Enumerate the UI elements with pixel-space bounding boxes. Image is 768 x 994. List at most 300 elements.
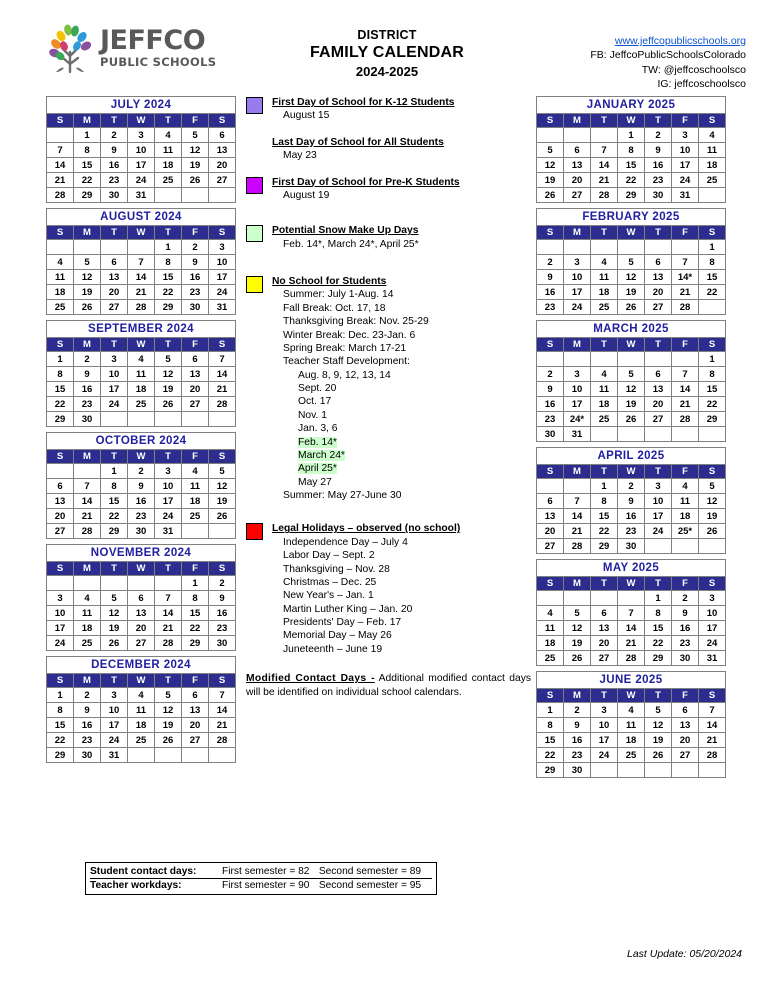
day-cell[interactable]: 14* xyxy=(672,270,699,285)
day-cell[interactable]: 4 xyxy=(47,255,74,270)
day-cell[interactable]: 21 xyxy=(209,382,236,397)
day-cell[interactable]: 19 xyxy=(564,636,591,651)
day-cell[interactable]: 5 xyxy=(101,591,128,606)
day-cell[interactable]: 18 xyxy=(699,158,726,173)
day-cell[interactable]: 24* xyxy=(564,412,591,427)
day-cell[interactable]: 24 xyxy=(591,748,618,763)
day-cell[interactable]: 21 xyxy=(672,285,699,300)
day-cell[interactable]: 24 xyxy=(209,285,236,300)
day-cell[interactable]: 28 xyxy=(47,188,74,203)
day-cell[interactable]: 6 xyxy=(101,255,128,270)
day-cell[interactable]: 23 xyxy=(101,173,128,188)
day-cell[interactable]: 15 xyxy=(47,382,74,397)
day-cell[interactable]: 4 xyxy=(155,128,182,143)
day-cell[interactable]: 5 xyxy=(618,367,645,382)
day-cell[interactable]: 6 xyxy=(645,255,672,270)
day-cell[interactable]: 21 xyxy=(699,733,726,748)
day-cell[interactable]: 1 xyxy=(47,352,74,367)
day-cell[interactable]: 8 xyxy=(47,703,74,718)
day-cell[interactable]: 3 xyxy=(591,703,618,718)
day-cell[interactable]: 18 xyxy=(74,621,101,636)
day-cell[interactable]: 21 xyxy=(618,636,645,651)
day-cell[interactable]: 29 xyxy=(182,636,209,651)
day-cell[interactable]: 29 xyxy=(47,748,74,763)
day-cell[interactable]: 9 xyxy=(182,255,209,270)
day-cell[interactable]: 19 xyxy=(74,285,101,300)
day-cell[interactable]: 19 xyxy=(155,718,182,733)
day-cell[interactable]: 26 xyxy=(209,509,236,524)
day-cell[interactable]: 3 xyxy=(564,255,591,270)
day-cell[interactable]: 18 xyxy=(618,733,645,748)
day-cell[interactable]: 19 xyxy=(645,733,672,748)
day-cell[interactable]: 30 xyxy=(101,188,128,203)
day-cell[interactable]: 13 xyxy=(182,367,209,382)
day-cell[interactable]: 30 xyxy=(645,188,672,203)
day-cell[interactable]: 10 xyxy=(155,479,182,494)
day-cell[interactable]: 5 xyxy=(564,606,591,621)
day-cell[interactable]: 25 xyxy=(591,300,618,315)
day-cell[interactable]: 2 xyxy=(74,352,101,367)
day-cell[interactable]: 4 xyxy=(128,352,155,367)
day-cell[interactable]: 2 xyxy=(537,367,564,382)
day-cell[interactable]: 26 xyxy=(564,651,591,666)
day-cell[interactable]: 10 xyxy=(645,494,672,509)
day-cell[interactable]: 2 xyxy=(74,688,101,703)
day-cell[interactable]: 2 xyxy=(128,464,155,479)
day-cell[interactable]: 7 xyxy=(209,688,236,703)
day-cell[interactable]: 10 xyxy=(101,703,128,718)
day-cell[interactable]: 1 xyxy=(618,128,645,143)
day-cell[interactable]: 15 xyxy=(47,718,74,733)
day-cell[interactable]: 23 xyxy=(564,748,591,763)
day-cell[interactable]: 12 xyxy=(618,270,645,285)
day-cell[interactable]: 8 xyxy=(645,606,672,621)
day-cell[interactable]: 21 xyxy=(128,285,155,300)
day-cell[interactable]: 2 xyxy=(209,576,236,591)
day-cell[interactable]: 1 xyxy=(645,591,672,606)
day-cell[interactable]: 25 xyxy=(128,733,155,748)
day-cell[interactable]: 28 xyxy=(128,300,155,315)
day-cell[interactable]: 19 xyxy=(537,173,564,188)
day-cell[interactable]: 16 xyxy=(182,270,209,285)
day-cell[interactable]: 10 xyxy=(591,718,618,733)
day-cell[interactable]: 7 xyxy=(591,143,618,158)
day-cell[interactable]: 7 xyxy=(47,143,74,158)
day-cell[interactable]: 2 xyxy=(618,479,645,494)
day-cell[interactable]: 16 xyxy=(74,382,101,397)
day-cell[interactable]: 5 xyxy=(645,703,672,718)
day-cell[interactable]: 13 xyxy=(47,494,74,509)
day-cell[interactable]: 6 xyxy=(182,688,209,703)
day-cell[interactable]: 29 xyxy=(101,524,128,539)
day-cell[interactable]: 4 xyxy=(537,606,564,621)
day-cell[interactable]: 25 xyxy=(537,651,564,666)
day-cell[interactable]: 10 xyxy=(564,270,591,285)
day-cell[interactable]: 23 xyxy=(537,412,564,427)
day-cell[interactable]: 29 xyxy=(591,539,618,554)
day-cell[interactable]: 20 xyxy=(209,158,236,173)
day-cell[interactable]: 2 xyxy=(182,240,209,255)
day-cell[interactable]: 30 xyxy=(74,748,101,763)
day-cell[interactable]: 17 xyxy=(699,621,726,636)
day-cell[interactable]: 30 xyxy=(182,300,209,315)
day-cell[interactable]: 18 xyxy=(128,718,155,733)
day-cell[interactable]: 30 xyxy=(74,412,101,427)
day-cell[interactable]: 10 xyxy=(564,382,591,397)
day-cell[interactable]: 15 xyxy=(645,621,672,636)
day-cell[interactable]: 5 xyxy=(155,352,182,367)
day-cell[interactable]: 19 xyxy=(155,382,182,397)
day-cell[interactable]: 15 xyxy=(591,509,618,524)
day-cell[interactable]: 4 xyxy=(618,703,645,718)
day-cell[interactable]: 20 xyxy=(182,718,209,733)
day-cell[interactable]: 17 xyxy=(564,285,591,300)
day-cell[interactable]: 11 xyxy=(128,703,155,718)
day-cell[interactable]: 7 xyxy=(155,591,182,606)
day-cell[interactable]: 16 xyxy=(209,606,236,621)
day-cell[interactable]: 24 xyxy=(47,636,74,651)
day-cell[interactable]: 10 xyxy=(101,367,128,382)
day-cell[interactable]: 26 xyxy=(101,636,128,651)
day-cell[interactable]: 3 xyxy=(47,591,74,606)
day-cell[interactable]: 28 xyxy=(209,397,236,412)
day-cell[interactable]: 6 xyxy=(47,479,74,494)
day-cell[interactable]: 9 xyxy=(618,494,645,509)
day-cell[interactable]: 7 xyxy=(74,479,101,494)
day-cell[interactable]: 16 xyxy=(645,158,672,173)
day-cell[interactable]: 29 xyxy=(645,651,672,666)
day-cell[interactable]: 3 xyxy=(564,367,591,382)
day-cell[interactable]: 22 xyxy=(618,173,645,188)
day-cell[interactable]: 10 xyxy=(699,606,726,621)
day-cell[interactable]: 1 xyxy=(591,479,618,494)
day-cell[interactable]: 9 xyxy=(128,479,155,494)
day-cell[interactable]: 25 xyxy=(699,173,726,188)
day-cell[interactable]: 14 xyxy=(209,703,236,718)
day-cell[interactable]: 27 xyxy=(672,748,699,763)
day-cell[interactable]: 1 xyxy=(74,128,101,143)
day-cell[interactable]: 28 xyxy=(564,539,591,554)
day-cell[interactable]: 26 xyxy=(182,173,209,188)
day-cell[interactable]: 23 xyxy=(128,509,155,524)
day-cell[interactable]: 14 xyxy=(618,621,645,636)
day-cell[interactable]: 26 xyxy=(618,412,645,427)
day-cell[interactable]: 31 xyxy=(564,427,591,442)
day-cell[interactable]: 29 xyxy=(537,763,564,778)
day-cell[interactable]: 31 xyxy=(209,300,236,315)
day-cell[interactable]: 3 xyxy=(101,352,128,367)
day-cell[interactable]: 3 xyxy=(101,688,128,703)
day-cell[interactable]: 6 xyxy=(564,143,591,158)
day-cell[interactable]: 7 xyxy=(128,255,155,270)
day-cell[interactable]: 15 xyxy=(699,382,726,397)
day-cell[interactable]: 17 xyxy=(101,718,128,733)
day-cell[interactable]: 11 xyxy=(47,270,74,285)
day-cell[interactable]: 30 xyxy=(209,636,236,651)
day-cell[interactable]: 30 xyxy=(564,763,591,778)
day-cell[interactable]: 5 xyxy=(537,143,564,158)
day-cell[interactable]: 8 xyxy=(74,143,101,158)
day-cell[interactable]: 18 xyxy=(537,636,564,651)
day-cell[interactable]: 17 xyxy=(47,621,74,636)
day-cell[interactable]: 7 xyxy=(564,494,591,509)
day-cell[interactable]: 16 xyxy=(537,397,564,412)
day-cell[interactable]: 11 xyxy=(591,270,618,285)
day-cell[interactable]: 1 xyxy=(699,352,726,367)
day-cell[interactable]: 10 xyxy=(209,255,236,270)
day-cell[interactable]: 1 xyxy=(47,688,74,703)
day-cell[interactable]: 16 xyxy=(74,718,101,733)
day-cell[interactable]: 15 xyxy=(618,158,645,173)
day-cell[interactable]: 8 xyxy=(101,479,128,494)
day-cell[interactable]: 20 xyxy=(564,173,591,188)
day-cell[interactable]: 26 xyxy=(699,524,726,539)
day-cell[interactable]: 5 xyxy=(209,464,236,479)
day-cell[interactable]: 23 xyxy=(672,636,699,651)
day-cell[interactable]: 16 xyxy=(672,621,699,636)
day-cell[interactable]: 6 xyxy=(672,703,699,718)
day-cell[interactable]: 25 xyxy=(128,397,155,412)
day-cell[interactable]: 12 xyxy=(618,382,645,397)
day-cell[interactable]: 22 xyxy=(101,509,128,524)
day-cell[interactable]: 13 xyxy=(672,718,699,733)
day-cell[interactable]: 3 xyxy=(645,479,672,494)
day-cell[interactable]: 23 xyxy=(537,300,564,315)
day-cell[interactable]: 1 xyxy=(699,240,726,255)
day-cell[interactable]: 22 xyxy=(155,285,182,300)
day-cell[interactable]: 31 xyxy=(155,524,182,539)
day-cell[interactable]: 9 xyxy=(101,143,128,158)
day-cell[interactable]: 6 xyxy=(645,367,672,382)
day-cell[interactable]: 28 xyxy=(672,300,699,315)
day-cell[interactable]: 17 xyxy=(645,509,672,524)
day-cell[interactable]: 20 xyxy=(128,621,155,636)
day-cell[interactable]: 9 xyxy=(564,718,591,733)
day-cell[interactable]: 5 xyxy=(699,479,726,494)
day-cell[interactable]: 20 xyxy=(645,285,672,300)
day-cell[interactable]: 21 xyxy=(591,173,618,188)
day-cell[interactable]: 20 xyxy=(645,397,672,412)
day-cell[interactable]: 11 xyxy=(699,143,726,158)
day-cell[interactable]: 12 xyxy=(209,479,236,494)
day-cell[interactable]: 27 xyxy=(47,524,74,539)
day-cell[interactable]: 8 xyxy=(182,591,209,606)
day-cell[interactable]: 9 xyxy=(74,367,101,382)
day-cell[interactable]: 3 xyxy=(128,128,155,143)
day-cell[interactable]: 29 xyxy=(47,412,74,427)
day-cell[interactable]: 27 xyxy=(645,412,672,427)
day-cell[interactable]: 15 xyxy=(155,270,182,285)
day-cell[interactable]: 21 xyxy=(564,524,591,539)
day-cell[interactable]: 9 xyxy=(74,703,101,718)
day-cell[interactable]: 17 xyxy=(101,382,128,397)
day-cell[interactable]: 11 xyxy=(591,382,618,397)
day-cell[interactable]: 29 xyxy=(155,300,182,315)
website-link[interactable]: www.jeffcopublicschools.org xyxy=(614,35,746,47)
day-cell[interactable]: 11 xyxy=(618,718,645,733)
day-cell[interactable]: 25 xyxy=(618,748,645,763)
day-cell[interactable]: 20 xyxy=(537,524,564,539)
day-cell[interactable]: 1 xyxy=(155,240,182,255)
day-cell[interactable]: 14 xyxy=(591,158,618,173)
day-cell[interactable]: 7 xyxy=(672,367,699,382)
day-cell[interactable]: 11 xyxy=(672,494,699,509)
day-cell[interactable]: 15 xyxy=(699,270,726,285)
day-cell[interactable]: 16 xyxy=(618,509,645,524)
day-cell[interactable]: 1 xyxy=(537,703,564,718)
day-cell[interactable]: 24 xyxy=(101,733,128,748)
day-cell[interactable]: 31 xyxy=(101,748,128,763)
day-cell[interactable]: 6 xyxy=(182,352,209,367)
day-cell[interactable]: 19 xyxy=(699,509,726,524)
day-cell[interactable]: 14 xyxy=(74,494,101,509)
day-cell[interactable]: 22 xyxy=(74,173,101,188)
day-cell[interactable]: 23 xyxy=(74,733,101,748)
day-cell[interactable]: 31 xyxy=(128,188,155,203)
day-cell[interactable]: 27 xyxy=(591,651,618,666)
day-cell[interactable]: 16 xyxy=(101,158,128,173)
day-cell[interactable]: 21 xyxy=(74,509,101,524)
day-cell[interactable]: 12 xyxy=(101,606,128,621)
day-cell[interactable]: 16 xyxy=(537,285,564,300)
day-cell[interactable]: 13 xyxy=(209,143,236,158)
day-cell[interactable]: 24 xyxy=(699,636,726,651)
day-cell[interactable]: 15 xyxy=(101,494,128,509)
day-cell[interactable]: 6 xyxy=(128,591,155,606)
day-cell[interactable]: 17 xyxy=(209,270,236,285)
day-cell[interactable]: 13 xyxy=(128,606,155,621)
day-cell[interactable]: 16 xyxy=(128,494,155,509)
day-cell[interactable]: 28 xyxy=(699,748,726,763)
day-cell[interactable]: 12 xyxy=(182,143,209,158)
day-cell[interactable]: 23 xyxy=(645,173,672,188)
day-cell[interactable]: 28 xyxy=(155,636,182,651)
day-cell[interactable]: 22 xyxy=(699,397,726,412)
day-cell[interactable]: 17 xyxy=(564,397,591,412)
day-cell[interactable]: 28 xyxy=(74,524,101,539)
day-cell[interactable]: 23 xyxy=(209,621,236,636)
day-cell[interactable]: 25* xyxy=(672,524,699,539)
day-cell[interactable]: 12 xyxy=(155,367,182,382)
day-cell[interactable]: 13 xyxy=(564,158,591,173)
day-cell[interactable]: 19 xyxy=(618,397,645,412)
day-cell[interactable]: 21 xyxy=(47,173,74,188)
day-cell[interactable]: 30 xyxy=(672,651,699,666)
day-cell[interactable]: 21 xyxy=(209,718,236,733)
day-cell[interactable]: 12 xyxy=(537,158,564,173)
day-cell[interactable]: 26 xyxy=(645,748,672,763)
day-cell[interactable]: 26 xyxy=(155,733,182,748)
day-cell[interactable]: 2 xyxy=(564,703,591,718)
day-cell[interactable]: 7 xyxy=(699,703,726,718)
day-cell[interactable]: 27 xyxy=(537,539,564,554)
day-cell[interactable]: 13 xyxy=(182,703,209,718)
day-cell[interactable]: 11 xyxy=(182,479,209,494)
day-cell[interactable]: 14 xyxy=(699,718,726,733)
day-cell[interactable]: 27 xyxy=(182,397,209,412)
day-cell[interactable]: 20 xyxy=(182,382,209,397)
day-cell[interactable]: 6 xyxy=(591,606,618,621)
day-cell[interactable]: 28 xyxy=(618,651,645,666)
day-cell[interactable]: 29 xyxy=(74,188,101,203)
day-cell[interactable]: 9 xyxy=(645,143,672,158)
day-cell[interactable]: 31 xyxy=(672,188,699,203)
day-cell[interactable]: 2 xyxy=(645,128,672,143)
day-cell[interactable]: 25 xyxy=(74,636,101,651)
day-cell[interactable]: 26 xyxy=(74,300,101,315)
day-cell[interactable]: 25 xyxy=(182,509,209,524)
day-cell[interactable]: 19 xyxy=(101,621,128,636)
day-cell[interactable]: 27 xyxy=(182,733,209,748)
day-cell[interactable]: 17 xyxy=(591,733,618,748)
day-cell[interactable]: 31 xyxy=(699,651,726,666)
day-cell[interactable]: 9 xyxy=(672,606,699,621)
day-cell[interactable]: 13 xyxy=(537,509,564,524)
day-cell[interactable]: 3 xyxy=(209,240,236,255)
day-cell[interactable]: 6 xyxy=(209,128,236,143)
day-cell[interactable]: 20 xyxy=(47,509,74,524)
day-cell[interactable]: 15 xyxy=(537,733,564,748)
day-cell[interactable]: 4 xyxy=(182,464,209,479)
day-cell[interactable]: 18 xyxy=(591,285,618,300)
day-cell[interactable]: 27 xyxy=(564,188,591,203)
day-cell[interactable]: 4 xyxy=(672,479,699,494)
day-cell[interactable]: 11 xyxy=(128,367,155,382)
day-cell[interactable]: 12 xyxy=(645,718,672,733)
day-cell[interactable]: 28 xyxy=(209,733,236,748)
day-cell[interactable]: 21 xyxy=(672,397,699,412)
day-cell[interactable]: 8 xyxy=(591,494,618,509)
day-cell[interactable]: 9 xyxy=(537,382,564,397)
day-cell[interactable]: 22 xyxy=(537,748,564,763)
day-cell[interactable]: 8 xyxy=(47,367,74,382)
day-cell[interactable]: 15 xyxy=(182,606,209,621)
day-cell[interactable]: 5 xyxy=(74,255,101,270)
day-cell[interactable]: 20 xyxy=(672,733,699,748)
day-cell[interactable]: 12 xyxy=(155,703,182,718)
day-cell[interactable]: 11 xyxy=(155,143,182,158)
day-cell[interactable]: 12 xyxy=(699,494,726,509)
day-cell[interactable]: 18 xyxy=(47,285,74,300)
day-cell[interactable]: 10 xyxy=(47,606,74,621)
day-cell[interactable]: 4 xyxy=(699,128,726,143)
day-cell[interactable]: 13 xyxy=(645,382,672,397)
day-cell[interactable]: 22 xyxy=(699,285,726,300)
day-cell[interactable]: 30 xyxy=(537,427,564,442)
day-cell[interactable]: 16 xyxy=(564,733,591,748)
day-cell[interactable]: 9 xyxy=(537,270,564,285)
day-cell[interactable]: 24 xyxy=(155,509,182,524)
day-cell[interactable]: 4 xyxy=(128,688,155,703)
day-cell[interactable]: 9 xyxy=(209,591,236,606)
day-cell[interactable]: 18 xyxy=(155,158,182,173)
day-cell[interactable]: 25 xyxy=(47,300,74,315)
day-cell[interactable]: 10 xyxy=(672,143,699,158)
day-cell[interactable]: 24 xyxy=(101,397,128,412)
day-cell[interactable]: 8 xyxy=(155,255,182,270)
day-cell[interactable]: 17 xyxy=(128,158,155,173)
day-cell[interactable]: 7 xyxy=(209,352,236,367)
day-cell[interactable]: 12 xyxy=(564,621,591,636)
day-cell[interactable]: 14 xyxy=(155,606,182,621)
day-cell[interactable]: 24 xyxy=(645,524,672,539)
day-cell[interactable]: 2 xyxy=(537,255,564,270)
day-cell[interactable]: 13 xyxy=(591,621,618,636)
day-cell[interactable]: 5 xyxy=(155,688,182,703)
day-cell[interactable]: 8 xyxy=(699,255,726,270)
day-cell[interactable]: 8 xyxy=(537,718,564,733)
day-cell[interactable]: 19 xyxy=(209,494,236,509)
